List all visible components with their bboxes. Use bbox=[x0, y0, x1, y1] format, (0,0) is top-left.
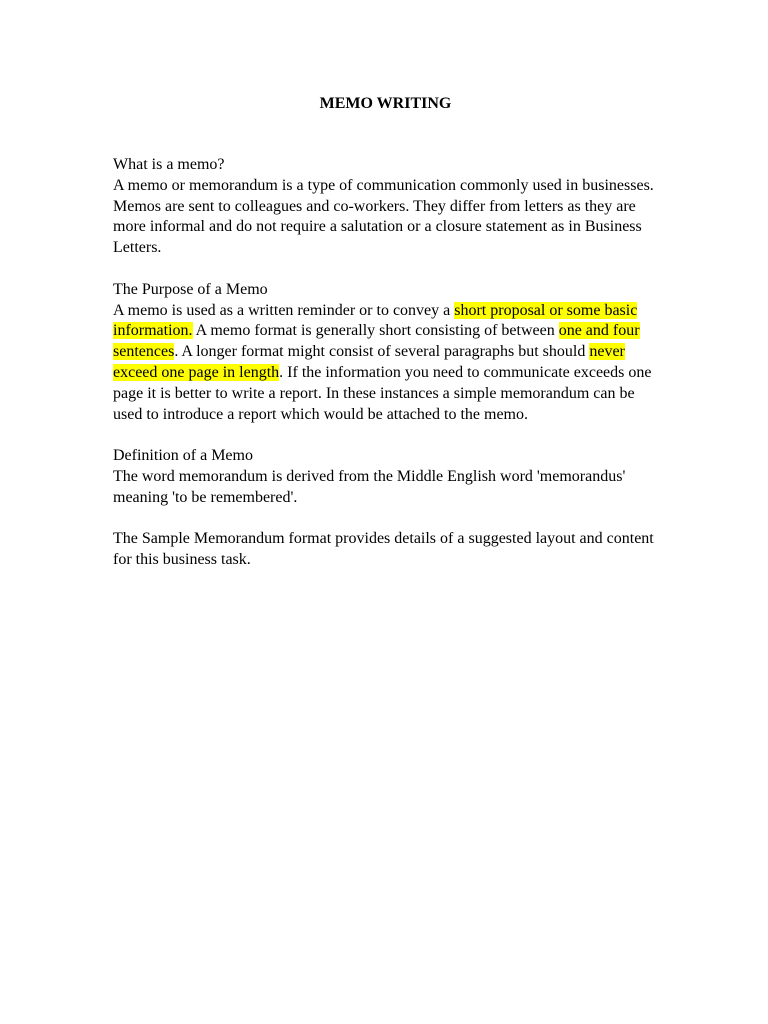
section-body: The Sample Memorandum format provides details of a suggested layout and content for this business task. bbox=[113, 530, 654, 569]
highlighted-text: never exceed one page in length bbox=[113, 343, 625, 381]
document-body bbox=[113, 94, 658, 592]
section-heading: Definition of a Memo bbox=[113, 447, 253, 465]
body-text: . If the information you need to communicate exceeds one page it is better to write a report. In these instances a simple memorandum can be used to introduce a report which would be attached to the memo. bbox=[113, 363, 652, 423]
body-text: A memo is used as a written reminder or to convey a bbox=[113, 301, 455, 319]
section-sample-memorandum bbox=[113, 529, 658, 571]
section-heading: The Purpose of a Memo bbox=[113, 280, 268, 298]
section-heading: What is a memo? bbox=[113, 156, 225, 173]
section-purpose-of-a-memo bbox=[113, 280, 658, 426]
section-body: The word memorandum is derived from the Middle English word 'memorandus' meaning 'to be remembered'. bbox=[113, 467, 626, 506]
section-what-is-a-memo bbox=[113, 155, 658, 259]
body-text: A memo format is generally short consisting of between bbox=[192, 322, 559, 340]
page-title: MEMO WRITING bbox=[319, 95, 452, 112]
section-definition-of-a-memo bbox=[113, 446, 658, 508]
body-text: . A longer format might consist of several paragraphs but should bbox=[174, 343, 590, 361]
section-body: A memo or memorandum is a type of communication commonly used in businesses. Memos are sent to colleagues and co-workers. They differ from letters as they are more informal and do not require a salutation or a closure statement as in Business Letters. bbox=[113, 176, 654, 257]
section-body bbox=[113, 301, 658, 426]
highlighted-text: short proposal or some basic information. bbox=[113, 301, 638, 340]
highlighted-text: one and four sentences bbox=[113, 322, 640, 361]
